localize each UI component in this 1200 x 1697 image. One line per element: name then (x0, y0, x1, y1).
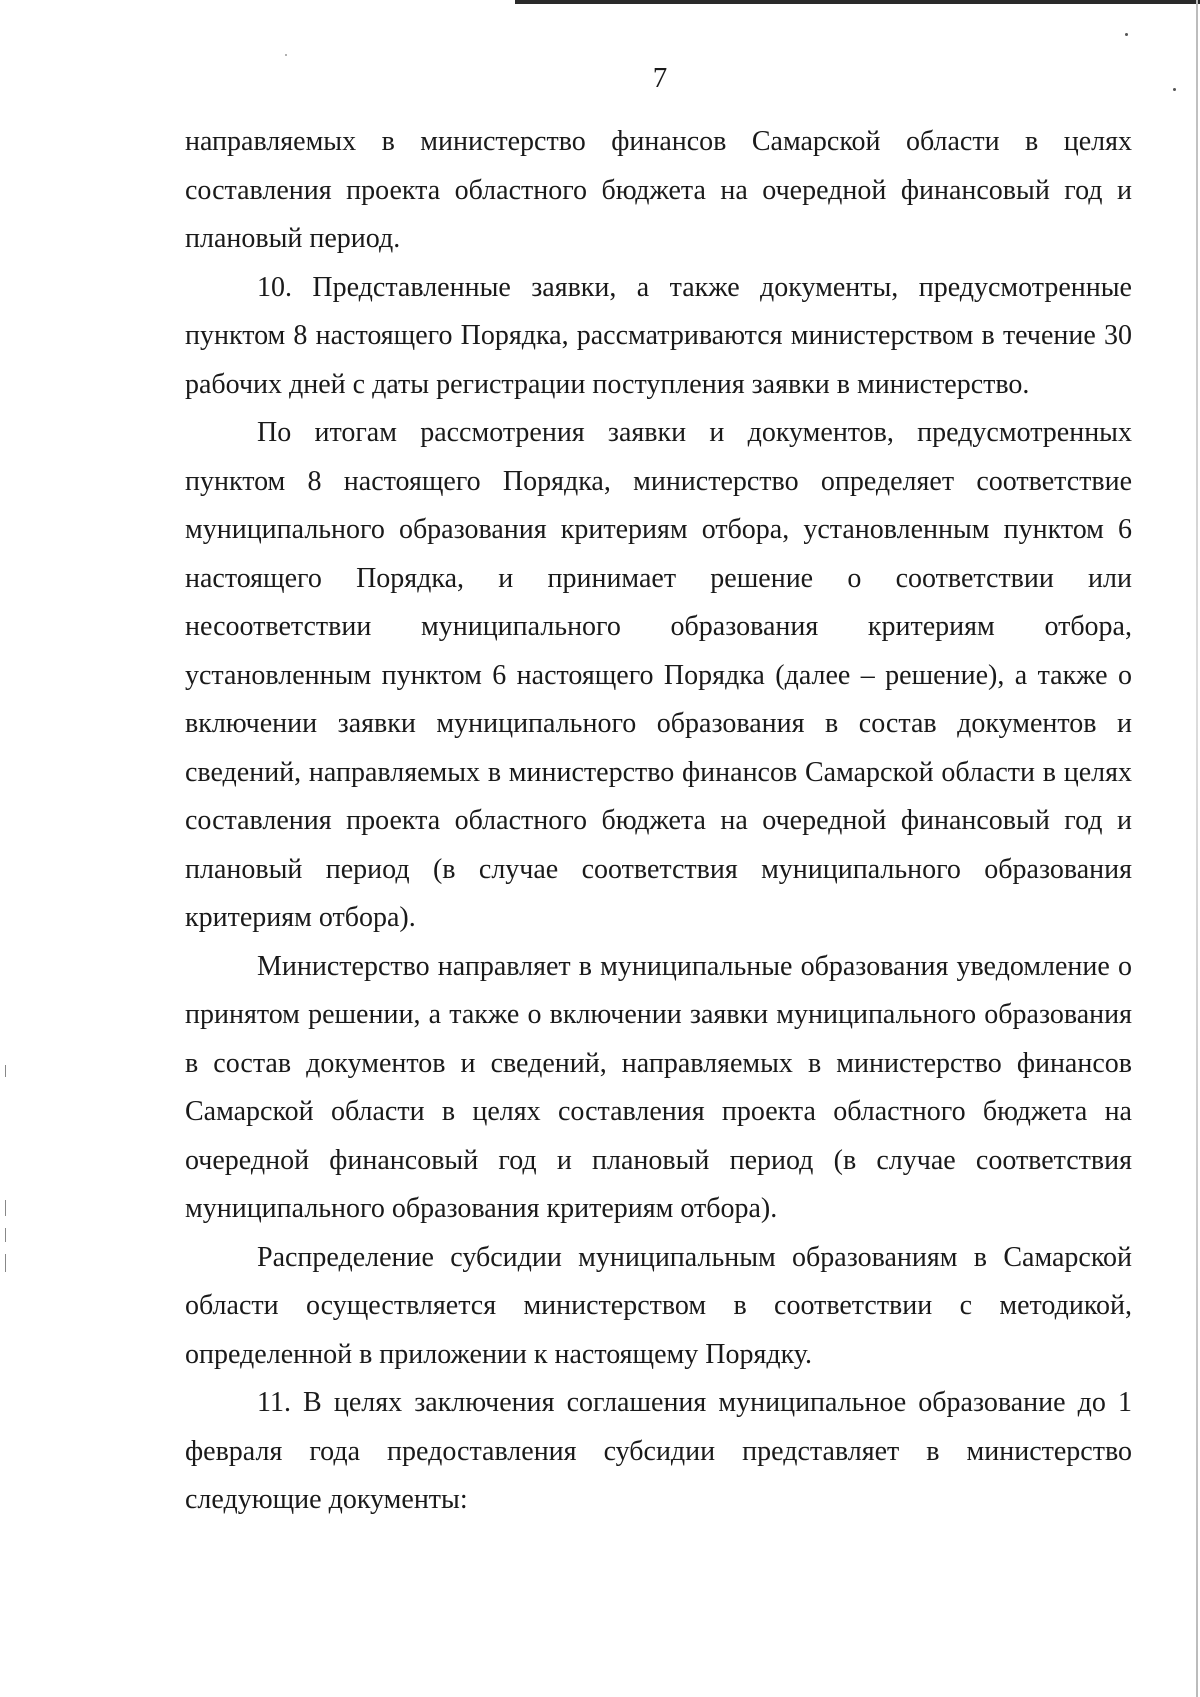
scan-right-edge (1196, 0, 1198, 1697)
paragraph-review-results: По итогам рассмотрения заявки и документов, предусмотренных пунктом 8 настоящего Порядка, министерство определяет соответствие муниципального образования критериям отбора, установленным пунктом 6 настоящего Порядка, и принимает решение о соответствии или несоответствии муниципального образования критериям отбора, установленным пунктом 6 настоящего Порядка (далее – решение), а также о включении заявки муниципального образования в состав документов и сведений, направляемых в министерство финансов Самарской области в целях составления проекта областного бюджета на очередной финансовый год и плановый период (в случае соответствия муниципального образования критериям отбора). (185, 417, 1132, 933)
page-number: 7 (652, 62, 668, 94)
scan-speck (285, 54, 287, 56)
paragraph-item-11: 11. В целях заключения соглашения муниципальное образование до 1 февраля года предоставления субсидии представляет в министерство следующие документы: (185, 1387, 1132, 1515)
paragraph-item-10: 10. Представленные заявки, а также документы, предусмотренные пунктом 8 настоящего Порядка, рассматриваются министерством в течение 30 рабочих дней с даты регистрации поступления заявки в министерство. (185, 271, 1132, 400)
scan-edge-mark (5, 1228, 6, 1242)
scan-edge-mark (5, 1254, 6, 1272)
paragraph-continuation: направляемых в министерство финансов Самарской области в целях составления проекта областного бюджета на очередной финансовый год и плановый период. (185, 126, 1132, 254)
top-border-rule (515, 0, 1200, 4)
scan-edge-mark (5, 1200, 6, 1216)
paragraph-distribution: Распределение субсидии муниципальным образованиям в Самарской области осуществляется министерством в соответствии с методикой, определенной в приложении к настоящему Порядку. (185, 1241, 1132, 1370)
document-body (185, 118, 1132, 1525)
scan-edge-mark (5, 1065, 6, 1077)
scan-speck (1125, 33, 1128, 36)
paragraph-notification: Министерство направляет в муниципальные образования уведомление о принятом решении, а также о включении заявки муниципального образования в состав документов и сведений, направляемых в министерство финансов Самарской области в целях составления проекта областного бюджета на очередной финансовый год и плановый период (в случае соответствия муниципального образования критериям отбора). (185, 950, 1132, 1224)
